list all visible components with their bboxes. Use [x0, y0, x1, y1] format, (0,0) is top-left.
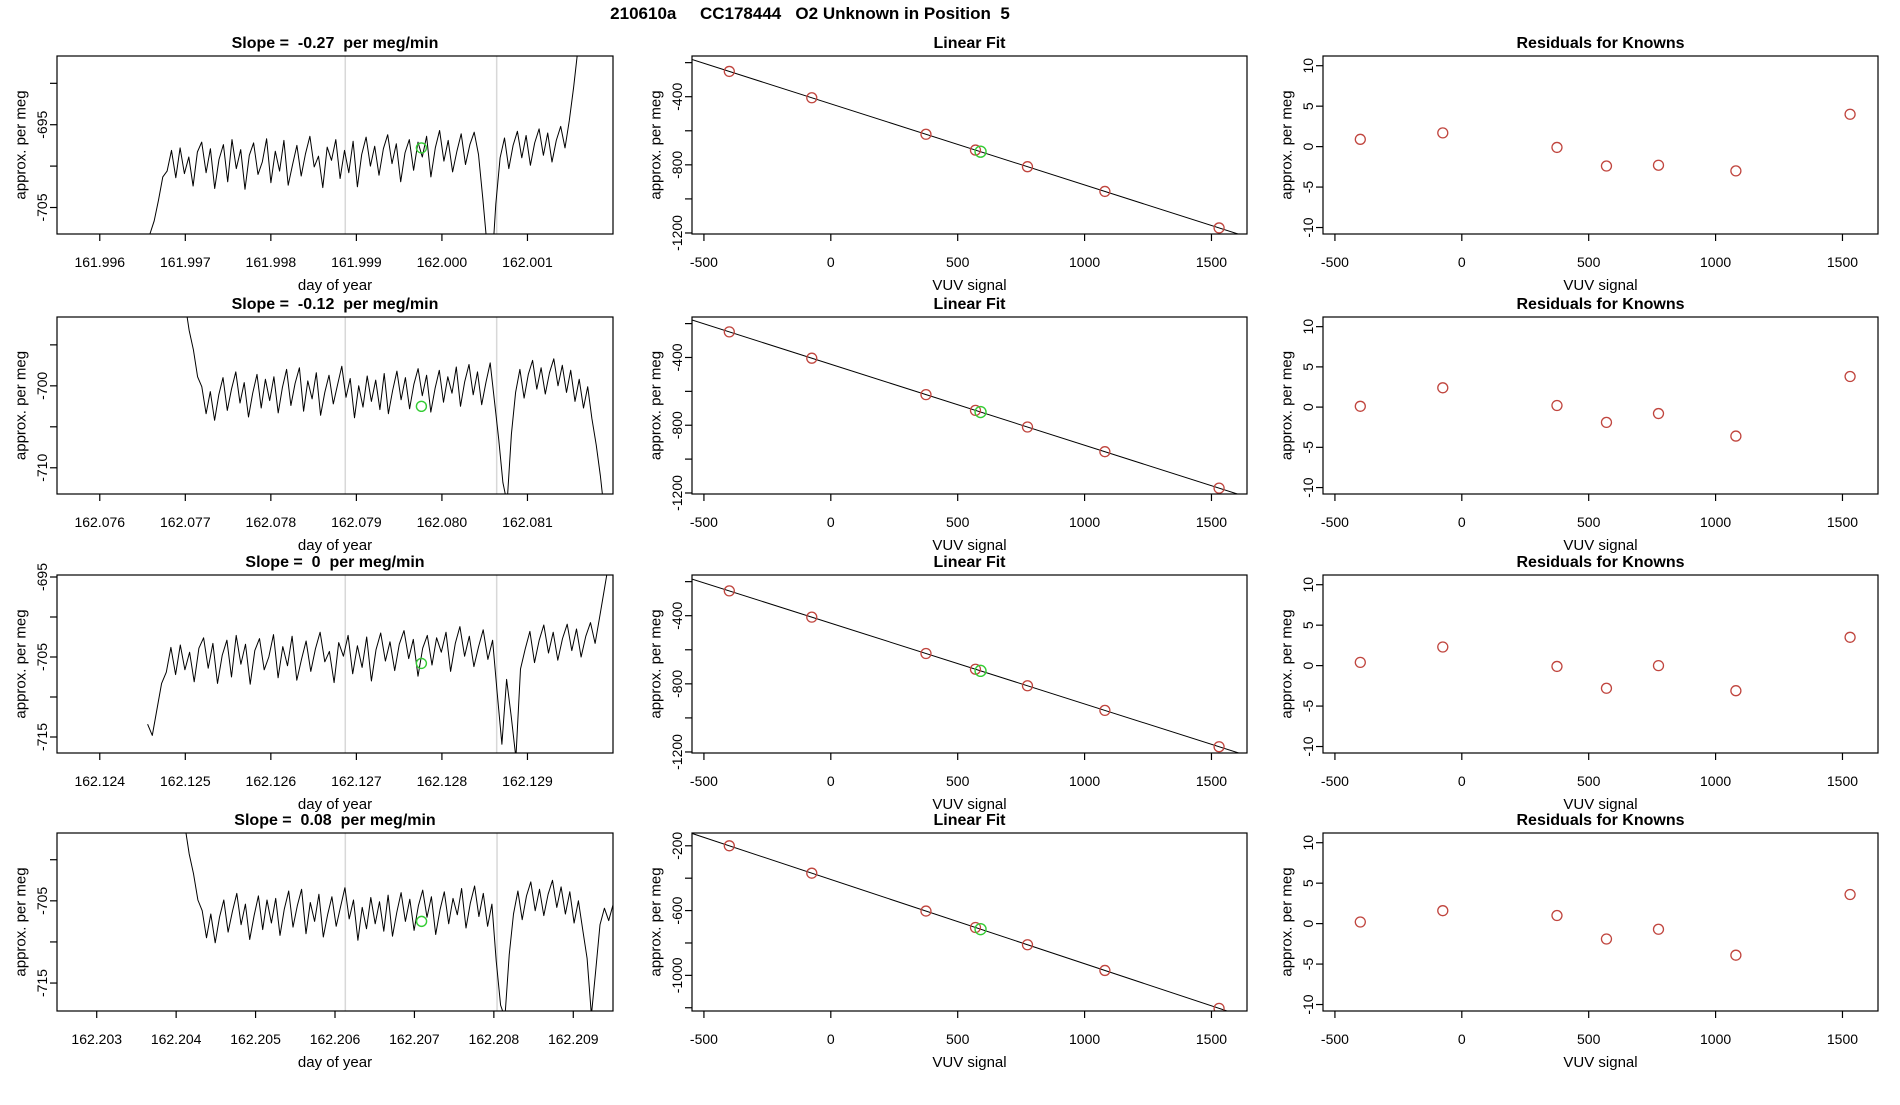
x-axis-label: day of year: [297, 537, 373, 554]
panel-title: Linear Fit: [933, 296, 1006, 313]
residual-point: [1355, 917, 1365, 927]
x-axis-label: VUV signal: [932, 1054, 1007, 1071]
y-tick-label: 5: [1300, 879, 1316, 888]
timeseries-line: [185, 302, 605, 515]
x-tick-label: 162.204: [150, 1031, 202, 1047]
residual-point: [1731, 950, 1741, 960]
y-axis-label: approx. per meg: [12, 90, 30, 200]
unknown-sample-point: [417, 916, 427, 926]
residual-point: [1552, 911, 1562, 921]
x-tick-label: 162.124: [74, 773, 126, 789]
unknown-sample-point: [416, 658, 426, 668]
y-tick-label: -695: [34, 110, 50, 139]
panel-frame: [692, 56, 1247, 234]
x-tick-label: 162.128: [416, 773, 468, 789]
residual-point: [1601, 161, 1611, 171]
y-axis-label: approx. per meg: [1278, 350, 1296, 461]
residual-point: [1552, 401, 1562, 411]
y-tick-label: -705: [34, 193, 50, 222]
x-tick-label: 1000: [1069, 254, 1101, 270]
x-tick-label: 1500: [1195, 1031, 1228, 1047]
x-tick-label: 0: [826, 1031, 835, 1047]
y-tick-label: -1200: [669, 475, 685, 511]
y-tick-label: 5: [1300, 362, 1316, 371]
x-axis-label: VUV signal: [1563, 277, 1638, 294]
panel-title: Slope = 0 per meg/min: [245, 554, 425, 571]
y-axis-label: approx. per meg: [1278, 90, 1296, 200]
y-tick-label: -10: [1300, 736, 1316, 757]
x-tick-label: 162.077: [160, 514, 211, 530]
y-tick-label: -715: [34, 969, 50, 998]
y-tick-label: 0: [1300, 919, 1316, 928]
y-tick-label: -200: [669, 831, 685, 860]
x-axis-label: VUV signal: [1563, 796, 1638, 813]
x-tick-label: 1000: [1700, 514, 1732, 530]
x-tick-label: 162.206: [309, 1031, 361, 1047]
residual-point: [1438, 906, 1448, 916]
panel-frame: [57, 833, 613, 1011]
y-tick-label: 5: [1300, 102, 1316, 111]
panel-title: Residuals for Knowns: [1516, 296, 1685, 313]
y-tick-label: -800: [669, 411, 685, 440]
y-tick-label: -10: [1300, 994, 1316, 1015]
x-tick-label: 162.209: [547, 1031, 599, 1047]
x-tick-label: 162.080: [416, 514, 468, 530]
x-axis-label: VUV signal: [932, 537, 1007, 554]
residual-point: [1653, 924, 1663, 934]
x-tick-label: 500: [1577, 514, 1601, 530]
x-tick-label: -500: [1320, 254, 1349, 270]
x-tick-label: 500: [946, 773, 970, 789]
residual-point: [1845, 109, 1855, 119]
y-axis-label: approx. per meg: [12, 867, 30, 977]
x-tick-label: 1500: [1826, 1031, 1859, 1047]
x-tick-label: -500: [689, 773, 718, 789]
x-axis-label: day of year: [297, 796, 373, 813]
residual-point: [1731, 431, 1741, 441]
panel-title: Residuals for Knowns: [1516, 35, 1685, 52]
residual-point: [1601, 934, 1611, 944]
panel-frame: [1323, 56, 1878, 234]
x-tick-label: 161.998: [245, 254, 297, 270]
y-tick-label: -710: [34, 453, 50, 482]
x-tick-label: 0: [826, 254, 835, 270]
x-tick-label: -500: [1320, 1031, 1349, 1047]
panel-title: Linear Fit: [933, 35, 1006, 52]
y-tick-label: -5: [1300, 957, 1316, 971]
x-tick-label: 1000: [1069, 514, 1101, 530]
residual-point: [1438, 383, 1448, 393]
panel-timeseries-row1: [13, 35, 614, 294]
x-tick-label: 161.999: [331, 254, 382, 270]
y-tick-label: 10: [1300, 57, 1316, 74]
x-tick-label: 162.126: [245, 773, 297, 789]
x-tick-label: 162.205: [230, 1031, 281, 1047]
panel-frame: [692, 317, 1247, 494]
unknown-sample-point: [416, 143, 426, 153]
x-tick-label: 162.000: [416, 254, 468, 270]
x-tick-label: 500: [946, 514, 970, 530]
y-tick-label: -5: [1300, 699, 1316, 713]
panel-frame: [692, 833, 1247, 1011]
x-tick-label: 500: [946, 1031, 970, 1047]
x-tick-label: 162.129: [502, 773, 553, 789]
x-tick-label: 162.208: [468, 1031, 520, 1047]
y-tick-label: 0: [1300, 403, 1316, 412]
x-tick-label: 0: [826, 514, 835, 530]
panel-linear_fit-row3: [648, 554, 1248, 813]
y-tick-label: -705: [34, 642, 50, 672]
residual-point: [1438, 642, 1448, 652]
residual-point: [1653, 160, 1663, 170]
residual-point: [1845, 632, 1855, 642]
x-axis-label: VUV signal: [932, 796, 1007, 813]
y-tick-label: 10: [1300, 576, 1316, 593]
panel-residuals-row2: [1279, 296, 1879, 554]
y-tick-label: -400: [669, 82, 685, 111]
panel-residuals-row1: [1279, 35, 1879, 294]
x-tick-label: 500: [946, 254, 970, 270]
panel-title: Linear Fit: [933, 812, 1006, 829]
residual-point: [1731, 166, 1741, 176]
panel-frame: [1323, 833, 1878, 1011]
y-axis-label: approx. per meg: [1278, 867, 1296, 977]
y-tick-label: 10: [1300, 834, 1316, 851]
y-tick-label: -700: [34, 371, 50, 400]
fit-line: [692, 579, 1247, 756]
unknown-sample-point: [416, 401, 426, 411]
x-tick-label: 1000: [1069, 1031, 1101, 1047]
residual-point: [1355, 134, 1365, 144]
y-axis-label: approx. per meg: [647, 350, 665, 461]
x-tick-label: 1000: [1700, 254, 1732, 270]
y-tick-label: 0: [1300, 661, 1316, 670]
residual-point: [1355, 401, 1365, 411]
y-axis-label: approx. per meg: [12, 609, 30, 719]
x-tick-label: 162.079: [331, 514, 382, 530]
x-tick-label: 1000: [1700, 773, 1732, 789]
panel-frame: [57, 317, 613, 494]
y-tick-label: -10: [1300, 217, 1316, 238]
x-tick-label: -500: [689, 254, 718, 270]
x-tick-label: 0: [1457, 1031, 1466, 1047]
y-tick-label: 5: [1300, 621, 1316, 630]
x-tick-label: 1500: [1195, 773, 1228, 789]
x-tick-label: 0: [826, 773, 835, 789]
y-tick-label: -10: [1300, 477, 1316, 498]
y-tick-label: -1200: [669, 734, 685, 770]
residual-point: [1845, 889, 1855, 899]
panel-timeseries-row3: [13, 554, 614, 813]
y-tick-label: -800: [669, 669, 685, 698]
x-axis-label: day of year: [297, 277, 373, 294]
y-tick-label: 10: [1300, 318, 1316, 335]
x-tick-label: -500: [689, 514, 718, 530]
panel-timeseries-row2: [13, 296, 614, 554]
panel-residuals-row3: [1279, 554, 1879, 813]
y-tick-label: -600: [669, 896, 685, 925]
panel-frame: [57, 575, 613, 753]
y-tick-label: -400: [669, 343, 685, 372]
timeseries-line: [150, 49, 578, 273]
x-tick-label: 0: [1457, 254, 1466, 270]
residual-point: [1653, 661, 1663, 671]
x-tick-label: -500: [1320, 773, 1349, 789]
panel-linear_fit-row1: [648, 35, 1248, 294]
x-axis-label: VUV signal: [1563, 1054, 1638, 1071]
y-axis-label: approx. per meg: [647, 90, 665, 200]
y-tick-label: -5: [1300, 441, 1316, 454]
x-axis-label: day of year: [297, 1054, 373, 1071]
residual-point: [1438, 128, 1448, 138]
panel-frame: [692, 575, 1247, 753]
residual-point: [1845, 372, 1855, 382]
y-tick-label: -695: [34, 562, 50, 592]
x-tick-label: 161.997: [160, 254, 211, 270]
x-tick-label: 1500: [1826, 254, 1859, 270]
x-tick-label: 162.125: [160, 773, 211, 789]
residual-point: [1355, 657, 1365, 667]
y-tick-label: 0: [1300, 142, 1316, 151]
residual-point: [1601, 417, 1611, 427]
x-axis-label: VUV signal: [932, 277, 1007, 294]
panel-residuals-row4: [1279, 812, 1879, 1071]
x-tick-label: 162.207: [389, 1031, 440, 1047]
x-tick-label: 1500: [1195, 254, 1228, 270]
x-tick-label: 1000: [1069, 773, 1101, 789]
x-tick-label: 162.076: [74, 514, 126, 530]
residual-point: [1653, 409, 1663, 419]
y-axis-label: approx. per meg: [12, 350, 30, 461]
y-tick-label: -5: [1300, 180, 1316, 194]
residual-point: [1601, 683, 1611, 693]
panel-linear_fit-row4: [648, 812, 1248, 1071]
x-tick-label: 1500: [1826, 773, 1859, 789]
panel-title: Residuals for Knowns: [1516, 554, 1685, 571]
fit-line: [692, 833, 1247, 1017]
x-tick-label: -500: [1320, 514, 1349, 530]
timeseries-line: [148, 561, 609, 758]
y-tick-label: -1000: [669, 957, 685, 994]
x-tick-label: 162.001: [502, 254, 553, 270]
residual-point: [1552, 142, 1562, 152]
x-tick-label: 0: [1457, 514, 1466, 530]
panel-frame: [1323, 575, 1878, 753]
x-tick-label: 162.078: [245, 514, 297, 530]
y-tick-label: -400: [669, 601, 685, 630]
x-tick-label: 1500: [1826, 514, 1859, 530]
panel-title: Linear Fit: [933, 554, 1006, 571]
panel-title: Slope = -0.27 per meg/min: [231, 35, 439, 52]
x-tick-label: 500: [1577, 254, 1601, 270]
y-axis-label: approx. per meg: [1278, 609, 1296, 719]
y-tick-label: -705: [34, 886, 50, 915]
fit-line: [692, 60, 1247, 237]
x-tick-label: 500: [1577, 1031, 1601, 1047]
panel-title: Slope = -0.12 per meg/min: [231, 296, 439, 313]
x-tick-label: 0: [1457, 773, 1466, 789]
panel-timeseries-row4: [13, 812, 614, 1071]
x-axis-label: VUV signal: [1563, 537, 1638, 554]
x-tick-label: 162.203: [71, 1031, 123, 1047]
x-tick-label: 162.127: [331, 773, 382, 789]
panel-title: Slope = 0.08 per meg/min: [234, 812, 436, 829]
residual-point: [1731, 686, 1741, 696]
panel-title: Residuals for Knowns: [1516, 812, 1685, 829]
residual-point: [1552, 661, 1562, 671]
y-tick-label: -800: [669, 150, 685, 179]
y-axis-label: approx. per meg: [647, 609, 665, 719]
panel-frame: [1323, 317, 1878, 494]
x-tick-label: 162.081: [502, 514, 553, 530]
x-tick-label: 1000: [1700, 1031, 1732, 1047]
x-tick-label: -500: [689, 1031, 718, 1047]
x-tick-label: 500: [1577, 773, 1601, 789]
y-tick-label: -715: [34, 722, 50, 752]
timeseries-line: [185, 826, 613, 1018]
y-axis-label: approx. per meg: [647, 867, 665, 977]
x-tick-label: 161.996: [74, 254, 126, 270]
x-tick-label: 1500: [1195, 514, 1228, 530]
figure-main-title: 210610a CC178444 O2 Unknown in Position 5: [610, 4, 1010, 23]
panel-linear_fit-row2: [648, 296, 1248, 554]
y-tick-label: -1200: [669, 215, 685, 251]
fit-line: [692, 320, 1247, 497]
